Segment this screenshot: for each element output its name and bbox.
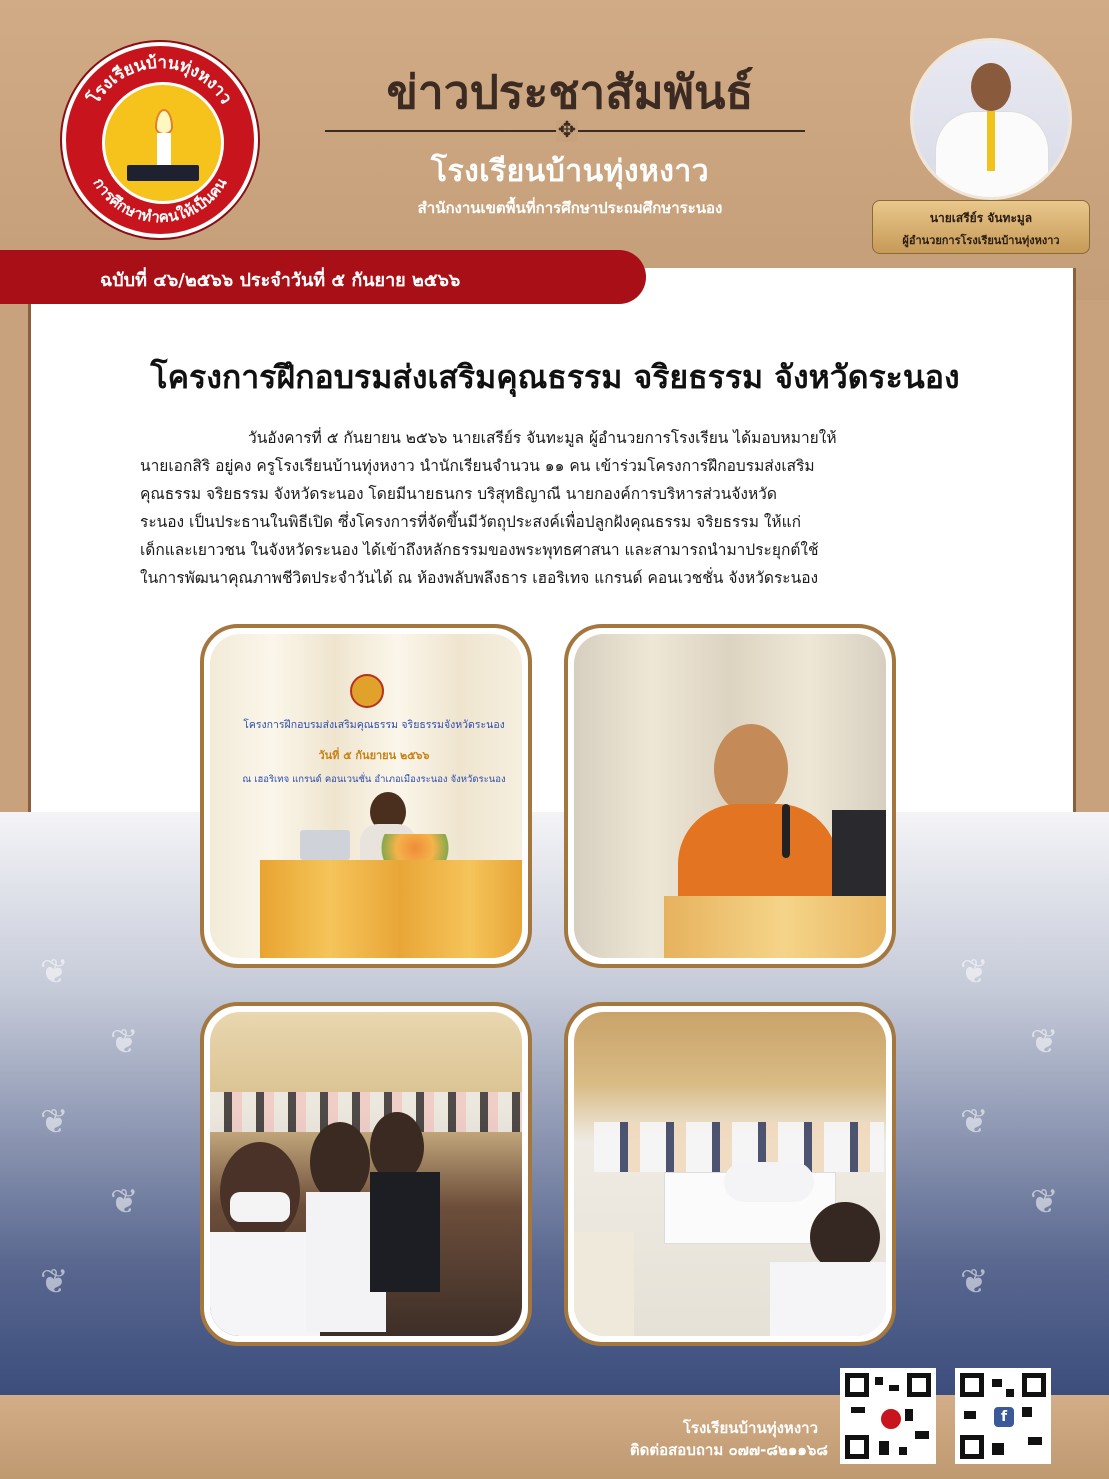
footer-band [0,1395,1109,1479]
candle-flame-icon [155,109,173,135]
decorative-background: ❦ ❦ ❦ ❦ ❦ ❦ ❦ ❦ ❦ ❦ [0,812,1109,1412]
laptop-icon [300,830,350,860]
article-headline: โครงการฝึกอบรมส่งเสริมคุณธรรม จริยธรรม จังหวัดระนอง [150,358,960,396]
logo-emblem [102,82,224,204]
article-line: เด็กและเยาวชน ในจังหวัดระนอง ได้เข้าถึงหลักธรรมของพระพุทธศาสนา และสามารถนำมาประยุกต์ใช้ [140,541,819,559]
flower-arrangement [370,834,460,862]
student-uniform [210,1232,320,1336]
article-line: นายเอกสิริ อยู่คง ครูโรงเรียนบ้านทุ่งหงาว นำนักเรียนจำนวน ๑๑ คน เข้าร่วมโครงการฝึกอบรมส่งเสริม [140,457,815,475]
laptop-icon [832,810,886,900]
article-line: ในการพัฒนาคุณภาพชีวิตประจำวันได้ ณ ห้องพลับพลึงธาร เฮอริเทจ แกรนด์ คอนเวชชั่น จังหวัดระนอง [140,569,819,587]
face-mask [230,1192,290,1222]
svg-text:โรงเรียนบ้านทุ่งหงาว: โรงเรียนบ้านทุ่งหงาว [84,52,236,108]
director-photo [910,38,1072,200]
director-name: นายเสรีย์ร จันทะมูล [929,211,1033,225]
article-line: ระนอง เป็นประธานในพิธีเปิด ซึ่งโครงการที่จัดขึ้นมีวัตถุประสงค์เพื่อปลูกฝังคุณธรรม จริยธรรม ให้แก่ [140,513,802,531]
event-photo-activity [564,1002,896,1346]
table-cloth [260,860,522,958]
stage-banner-line2: วันที่ ๕ กันยายน ๒๕๖๖ [318,749,430,762]
article-line: วันอังคารที่ ๕ กันยายน ๒๕๖๖ นายเสรีย์ร จันทะมูล ผู้อำนวยการโรงเรียน ได้มอบหมายให้ [248,429,837,447]
stage-banner-line3: ณ เฮอริเทจ แกรนด์ คอนเวนชั่น อำเภอเมืองระนอง จังหวัดระนอง [242,774,506,785]
director-name-banner [872,200,1090,254]
candle-icon [157,133,171,167]
divider-ornament-icon: ✥ [557,118,577,143]
article-body [140,424,1000,592]
page-title: ข่าวประชาสัมพันธ์ [386,65,754,119]
footer-school-name: โรงเรียนบ้านทุ่งหงาว [682,1419,818,1437]
school-logo-icon [879,1407,903,1431]
stage-banner-line1: โครงการฝึกอบรมส่งเสริมคุณธรรม จริยธรรมจังหวัดระนอง [243,719,505,731]
book-icon [127,165,199,181]
monk-head [714,724,788,814]
facebook-icon: f [994,1407,1014,1427]
student-uniform [770,1262,886,1336]
event-photo-stage [200,624,532,968]
event-photo-monk [564,624,896,968]
office-name: สำนักงานเขตพื้นที่การศึกษาประถมศึกษาระนอง [417,199,723,217]
school-name: โรงเรียนบ้านทุ่งหงาว [430,154,710,189]
qr-code-school[interactable] [840,1368,936,1464]
emblem-icon [350,674,384,708]
qr-code-facebook[interactable] [955,1368,1051,1464]
table-cloth [664,896,886,958]
audience-rows [210,1092,522,1132]
svg-text:การศึกษาทำคนให้เป็นคน: การศึกษาทำคนให้เป็นคน [89,174,231,227]
school-logo [62,42,258,238]
microphone-icon [782,804,790,858]
article-line: คุณธรรม จริยธรรม จังหวัดระนอง โดยมีนายธนกร บริสุทธิญาณี นายกองค์การบริหารส่วนจังหวัด [140,485,777,503]
director-position: ผู้อำนวยการโรงเรียนบ้านทุ่งหงาว [902,234,1060,247]
issue-number: ฉบับที่ ๔๖/๒๕๖๖ ประจำวันที่ ๕ กันยาย ๒๕๖๖ [100,270,461,291]
event-photo-audience [200,1002,532,1346]
footer-contact: ติดต่อสอบถาม ๐๗๗-๘๒๑๑๖๘ [629,1441,828,1459]
